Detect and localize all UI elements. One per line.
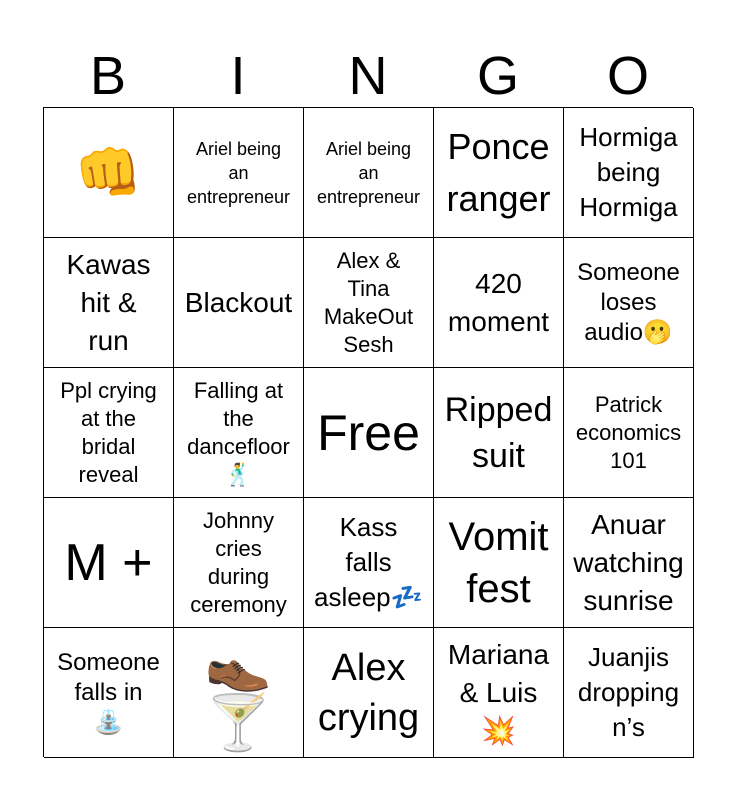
cell-text: Ariel being an entrepreneur	[316, 138, 421, 207]
cell-text: Ripped suit	[444, 390, 553, 475]
cell-text: Alex & Tina MakeOut Sesh	[323, 247, 414, 357]
bingo-cell[interactable]	[44, 238, 174, 368]
fist-bump-icon: 👊	[74, 142, 143, 203]
cell-text: M +	[64, 533, 153, 592]
bingo-cell[interactable]	[174, 628, 304, 758]
cell-text: Kass falls asleep💤	[314, 512, 423, 612]
bingo-cell[interactable]	[434, 108, 564, 238]
cell-text: Someone loses audio🫢	[577, 258, 680, 346]
bingo-cell[interactable]	[304, 108, 434, 238]
cell-text: Alex crying	[317, 646, 420, 739]
bingo-cell[interactable]	[434, 368, 564, 498]
bingo-cell[interactable]	[304, 498, 434, 628]
cell-text: Ariel being an entrepreneur	[186, 138, 291, 207]
header-letter-n: N	[348, 46, 388, 106]
bingo-header	[43, 44, 693, 108]
bingo-cell[interactable]	[304, 628, 434, 758]
cell-text: Ppl crying at the bridal reveal	[60, 377, 157, 487]
bingo-cell[interactable]	[304, 238, 434, 368]
free-space-label: Free	[317, 404, 420, 461]
cell-text: Ponce ranger	[446, 125, 551, 219]
header-letter-o: O	[606, 46, 649, 106]
bingo-cell[interactable]	[44, 108, 174, 238]
bingo-cell[interactable]	[44, 628, 174, 758]
header-letter-i: I	[230, 46, 246, 106]
bingo-cell[interactable]	[174, 108, 304, 238]
header-letter-g: G	[476, 46, 519, 106]
bingo-cell[interactable]	[44, 368, 174, 498]
bingo-cell[interactable]	[564, 108, 694, 238]
cell-text: Johnny cries during ceremony	[190, 507, 287, 617]
bingo-cell[interactable]	[434, 498, 564, 628]
bingo-cell[interactable]	[174, 238, 304, 368]
shoe-cocktail-icon: 👞 🍸	[204, 632, 273, 753]
free-space-cell[interactable]	[304, 368, 434, 498]
cell-text: Anuar watching sunrise	[573, 508, 684, 616]
bingo-grid	[43, 107, 693, 757]
cell-text: Someone falls in ⛲	[57, 648, 160, 736]
bingo-cell[interactable]	[44, 498, 174, 628]
cell-text: Mariana & Luis 💥	[447, 638, 550, 746]
cell-text: Vomit fest	[448, 514, 549, 611]
bingo-cell[interactable]	[174, 368, 304, 498]
bingo-cell[interactable]	[564, 628, 694, 758]
cell-text: Hormiga being Hormiga	[579, 122, 678, 222]
cell-text: Patrick economics 101	[575, 391, 682, 473]
cell-text: Blackout	[184, 286, 293, 318]
bingo-cell[interactable]	[564, 238, 694, 368]
bingo-cell[interactable]	[434, 238, 564, 368]
cell-text: Juanjis dropping n’s	[577, 642, 680, 742]
bingo-cell[interactable]	[564, 498, 694, 628]
cell-text: Kawas hit & run	[66, 248, 151, 356]
bingo-cell[interactable]	[434, 628, 564, 758]
cell-text: Falling at the dancefloor 🕺	[187, 377, 290, 487]
bingo-cell[interactable]	[564, 368, 694, 498]
cell-text: 420 moment	[447, 267, 550, 337]
bingo-cell[interactable]	[174, 498, 304, 628]
header-letter-b: B	[89, 46, 127, 106]
